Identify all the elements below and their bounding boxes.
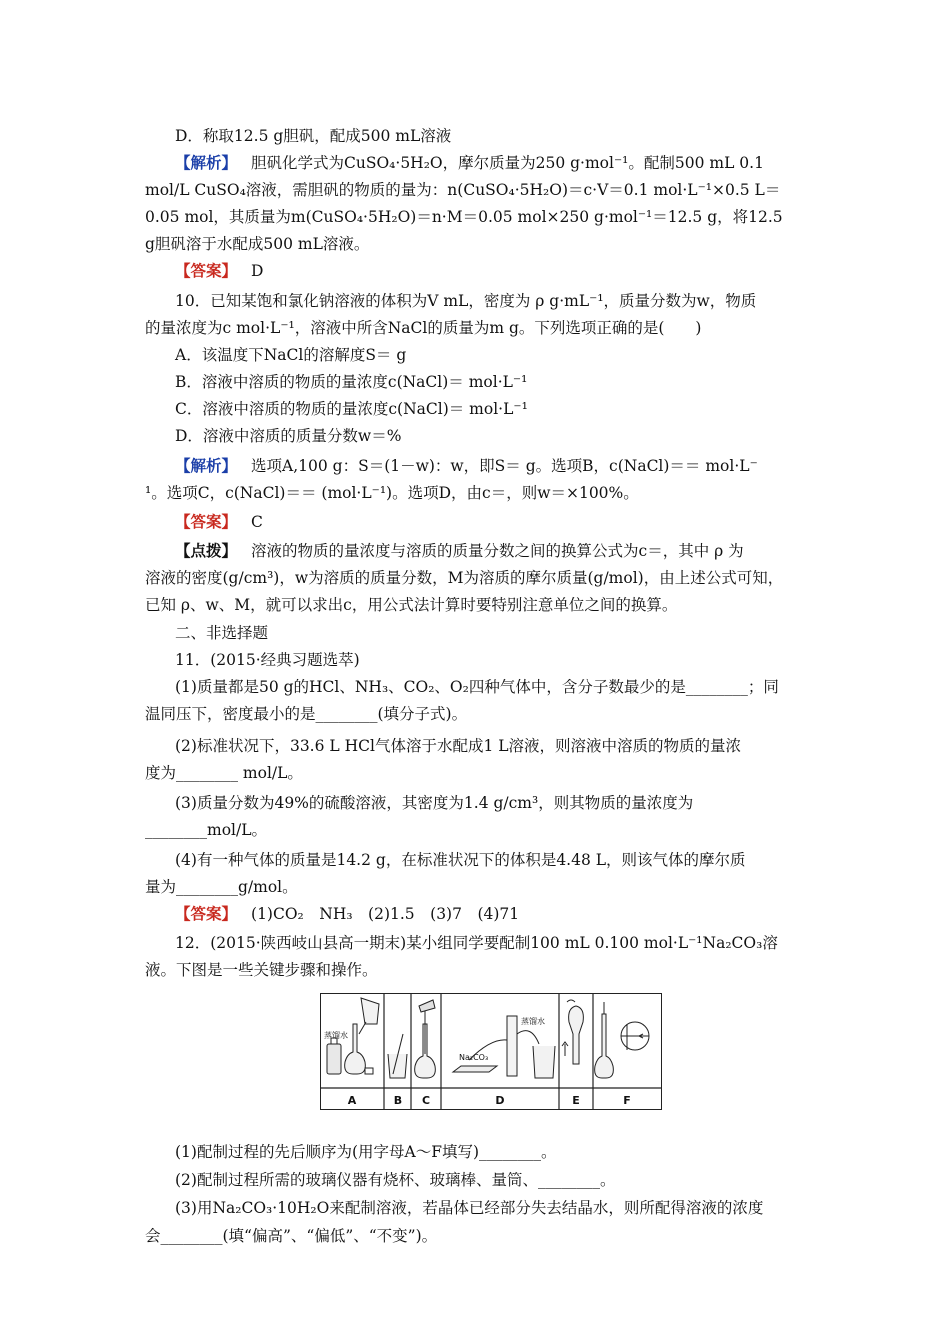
line-text: (3)质量分数为49%的硫酸溶液，其密度为1.4 g/cm³，则其物质的量浓度为 bbox=[175, 794, 694, 812]
line-text: B．溶液中溶质的物质的量浓度c(NaCl)＝ mol·L⁻¹ bbox=[175, 373, 528, 391]
text-line bbox=[145, 958, 378, 980]
panel-label-b: B bbox=[393, 1094, 403, 1107]
text-line bbox=[175, 124, 451, 146]
panel-c-drawing bbox=[415, 1000, 436, 1078]
line-text: D．称取12.5 g胆矾，配成500 mL溶液 bbox=[175, 127, 452, 145]
section-tag: 【解析】 bbox=[175, 154, 238, 172]
text-line bbox=[175, 734, 741, 756]
line-text: C．溶液中溶质的物质的量浓度c(NaCl)＝ mol·L⁻¹ bbox=[175, 400, 528, 418]
line-text: 的量浓度为c mol·L⁻¹，溶液中所含NaCl的质量为m g。下列选项正确的是( ) bbox=[145, 319, 702, 337]
figure-label-distilled-water-d: 蒸馏水 bbox=[521, 1017, 545, 1026]
line-text: ¹。选项C，c(NaCl)＝＝ (mol·L⁻¹)。选项D，由c＝，则w＝×100%。 bbox=[145, 484, 639, 502]
line-text: D．溶液中溶质的质量分数w＝% bbox=[175, 427, 402, 445]
section-tag: 【答案】 bbox=[175, 513, 238, 531]
line-text: 0.05 mol，其质量为m(CuSO₄·5H₂O)＝n·M＝0.05 mol×250 g·mol⁻¹＝12.5 g，将12.5 bbox=[145, 208, 783, 226]
line-text: g胆矾溶于水配成500 mL溶液。 bbox=[145, 235, 370, 253]
figure-label-distilled-water-a: 蒸馏水 bbox=[324, 1031, 348, 1040]
section-tag: 【答案】 bbox=[175, 905, 238, 923]
line-text: (3)用Na₂CO₃·10H₂O来配制溶液，若晶体已经部分失去结晶水，则所配得溶液的浓度 bbox=[175, 1199, 764, 1217]
text-line bbox=[175, 370, 527, 392]
text-line bbox=[175, 648, 360, 670]
line-text: (1)CO₂ NH₃ (2)1.5 (3)7 (4)71 bbox=[251, 905, 520, 923]
line-text: 胆矾化学式为CuSO₄·5H₂O，摩尔质量为250 g·mol⁻¹。配制500 mL 0.1 bbox=[251, 154, 764, 172]
text-line bbox=[175, 931, 778, 953]
text-line bbox=[175, 902, 519, 924]
line-text: C bbox=[251, 513, 263, 531]
text-line bbox=[175, 510, 263, 532]
text-line bbox=[175, 539, 744, 561]
line-text: 10．已知某饱和氯化钠溶液的体积为V mL，密度为 ρ g·mL⁻¹，质量分数为w，物质 bbox=[175, 292, 757, 310]
text-line bbox=[175, 621, 268, 643]
text-line bbox=[175, 259, 263, 281]
text-line bbox=[145, 875, 298, 897]
text-line bbox=[145, 205, 783, 227]
line-text: ________mol/L。 bbox=[145, 821, 268, 839]
panel-label-a: A bbox=[347, 1094, 357, 1107]
line-text: 液。下图是一些关键步骤和操作。 bbox=[145, 961, 378, 979]
figure-label-na2co3: Na₂CO₃ bbox=[459, 1053, 489, 1062]
text-line bbox=[145, 566, 783, 588]
text-line bbox=[175, 151, 764, 173]
text-line bbox=[175, 791, 693, 813]
line-text: A．该温度下NaCl的溶解度S＝ g bbox=[175, 346, 407, 364]
line-text: 温同压下，密度最小的是________(填分子式)。 bbox=[145, 705, 468, 723]
line-text: 溶液的物质的量浓度与溶质的质量分数之间的换算公式为c＝，其中 ρ 为 bbox=[251, 542, 744, 560]
text-line bbox=[145, 593, 677, 615]
line-text: (4)有一种气体的质量是14.2 g，在标准状况下的体积是4.48 L，则该气体的摩尔质 bbox=[175, 851, 746, 869]
line-text: 溶液的密度(g/cm³)，w为溶质的质量分数，M为溶质的摩尔质量(g/mol)，由上述公式可知， bbox=[145, 569, 784, 587]
text-line bbox=[145, 481, 639, 503]
procedure-figure bbox=[320, 993, 662, 1110]
line-text: (1)配制过程的先后顺序为(用字母A～F填写)________。 bbox=[175, 1143, 557, 1161]
line-text: 已知 ρ、w、M，就可以求出c，用公式法计算时要特别注意单位之间的换算。 bbox=[145, 596, 678, 614]
section-tag: 【点拨】 bbox=[175, 542, 238, 560]
line-text: (2)配制过程所需的玻璃仪器有烧杯、玻璃棒、量筒、________。 bbox=[175, 1171, 616, 1189]
text-line bbox=[175, 675, 779, 697]
panel-label-e: E bbox=[572, 1094, 580, 1107]
line-text: 会________(填“偏高”、“偏低”、“不变”)。 bbox=[145, 1227, 438, 1245]
line-text: 量为________g/mol。 bbox=[145, 878, 298, 896]
panel-b-drawing bbox=[388, 1034, 407, 1078]
text-line bbox=[145, 702, 467, 724]
text-line bbox=[175, 1196, 763, 1218]
line-text: 12．(2015·陕西岐山县高一期末)某小组同学要配制100 mL 0.100 mol·L⁻¹Na₂CO₃溶 bbox=[175, 934, 778, 952]
text-line bbox=[145, 232, 369, 254]
panel-label-c: C bbox=[421, 1094, 431, 1107]
text-line bbox=[175, 424, 401, 446]
procedure-diagram bbox=[321, 994, 661, 1109]
panel-f-drawing bbox=[595, 1002, 649, 1078]
text-line bbox=[145, 818, 267, 840]
panel-e-drawing bbox=[562, 1000, 583, 1064]
text-line bbox=[175, 343, 406, 365]
text-line bbox=[145, 178, 780, 200]
text-line bbox=[175, 848, 746, 870]
line-text: (2)标准状况下，33.6 L HCl气体溶于水配成1 L溶液，则溶液中溶质的物质的量浓 bbox=[175, 737, 742, 755]
text-line bbox=[175, 289, 756, 311]
text-line bbox=[145, 1224, 437, 1246]
panel-label-d: D bbox=[495, 1094, 505, 1107]
line-text: 度为________ mol/L。 bbox=[145, 764, 303, 782]
line-text: mol/L CuSO₄溶液，需胆矾的物质的量为：n(CuSO₄·5H₂O)＝c·V＝0.1 mol·L⁻¹×0.5 L＝ bbox=[145, 181, 781, 199]
text-line bbox=[145, 316, 701, 338]
text-line bbox=[175, 397, 528, 419]
line-text: D bbox=[251, 262, 264, 280]
text-line bbox=[145, 761, 303, 783]
text-line bbox=[175, 1140, 557, 1162]
line-text: 二、非选择题 bbox=[175, 624, 269, 642]
section-tag: 【答案】 bbox=[175, 262, 238, 280]
text-line bbox=[175, 454, 758, 476]
text-line bbox=[175, 1168, 615, 1190]
line-text: 选项A,100 g：S＝(1－w)：w，即S＝ g。选项B，c(NaCl)＝＝ mol·L⁻ bbox=[251, 457, 758, 475]
line-text: 11．(2015·经典习题选萃) bbox=[175, 651, 360, 669]
panel-label-f: F bbox=[623, 1094, 631, 1107]
section-tag: 【解析】 bbox=[175, 457, 238, 475]
line-text: (1)质量都是50 g的HCl、NH₃、CO₂、O₂四种气体中，含分子数最少的是________；同 bbox=[175, 678, 779, 696]
